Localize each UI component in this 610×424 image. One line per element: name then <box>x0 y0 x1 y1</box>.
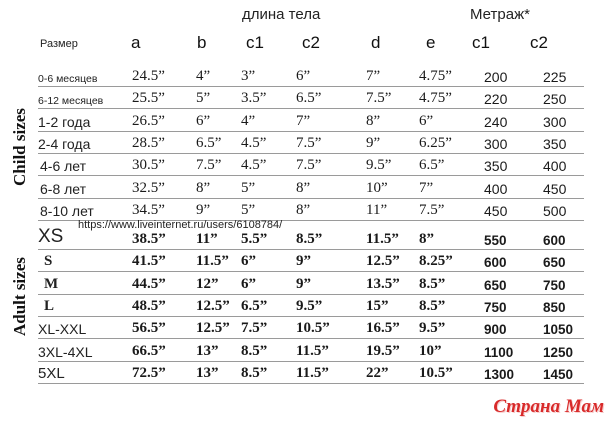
size-label: 5XL <box>38 364 65 382</box>
table-row <box>38 294 584 317</box>
cell-a: 24.5” <box>132 68 165 84</box>
cell-c2: 7.5” <box>296 157 322 174</box>
cell-e: 9.5” <box>419 320 446 337</box>
size-label: 1-2 года <box>38 113 91 130</box>
cell-m1: 1100 <box>484 344 514 360</box>
col-metrazh-c1-header: c1 <box>472 33 490 52</box>
cell-d: 10” <box>366 179 388 196</box>
size-label: 6-8 лет <box>40 180 87 197</box>
cell-m1: 240 <box>484 113 508 130</box>
col-e-header: e <box>426 33 436 52</box>
size-label: XS <box>38 226 64 247</box>
cell-c2: 6.5” <box>296 90 322 107</box>
length-header: длина тела <box>242 6 321 23</box>
cell-e: 6.25” <box>419 134 452 151</box>
cell-a: 32.5” <box>132 179 165 196</box>
cell-a: 28.5” <box>132 134 165 151</box>
cell-c2: 9” <box>296 253 311 270</box>
source-url: https://www.liveinternet.ru/users/6108784/ <box>78 219 283 231</box>
table-row <box>38 361 584 384</box>
cell-a: 38.5” <box>132 231 166 247</box>
table-row <box>38 339 584 362</box>
cell-m2: 450 <box>543 180 567 197</box>
table-row <box>38 64 584 87</box>
cell-m2: 500 <box>543 202 567 219</box>
cell-c1: 7.5” <box>241 320 268 337</box>
cell-m2: 1050 <box>543 322 574 338</box>
size-label: M <box>44 275 59 292</box>
cell-c2: 7” <box>296 112 311 129</box>
col-c2-header: c2 <box>302 33 320 52</box>
cell-c1: 8.5” <box>241 364 268 381</box>
cell-c2: 7.5” <box>296 134 322 151</box>
cell-d: 9” <box>366 134 381 151</box>
cell-a: 56.5” <box>132 320 166 337</box>
cell-b: 7.5” <box>196 157 222 174</box>
size-label: 8-10 лет <box>40 202 94 219</box>
cell-a: 48.5” <box>132 297 166 314</box>
cell-c2: 8.5” <box>296 231 323 247</box>
cell-c1: 4.5” <box>241 134 267 151</box>
size-label: S <box>44 253 53 270</box>
cell-m2: 300 <box>543 113 567 130</box>
cell-d: 19.5” <box>366 342 400 359</box>
cell-m2: 400 <box>543 158 567 175</box>
cell-m2: 1250 <box>543 344 574 360</box>
cell-m1: 350 <box>484 158 508 175</box>
cell-d: 11” <box>366 201 388 218</box>
cell-c2: 6” <box>296 68 311 84</box>
table-row <box>38 198 584 221</box>
cell-m2: 250 <box>543 91 567 108</box>
cell-d: 7” <box>366 68 381 84</box>
cell-e: 7.5” <box>419 201 445 218</box>
col-c1-header: c1 <box>246 33 264 52</box>
cell-a: 26.5” <box>132 112 165 129</box>
size-label: 0-6 месяцев <box>38 73 98 85</box>
cell-m2: 600 <box>543 233 566 248</box>
cell-m2: 225 <box>543 69 567 85</box>
cell-e: 8.5” <box>419 297 446 314</box>
cell-b: 6” <box>196 112 211 129</box>
size-label: L <box>44 297 55 314</box>
cell-c2: 9.5” <box>296 297 323 314</box>
cell-c1: 5” <box>241 179 256 196</box>
cell-m2: 850 <box>543 299 566 315</box>
cell-a: 34.5” <box>132 201 165 218</box>
cell-b: 9” <box>196 201 211 218</box>
cell-a: 41.5” <box>132 253 166 270</box>
cell-c2: 9” <box>296 275 311 292</box>
cell-c1: 6” <box>241 275 256 292</box>
cell-c1: 4.5” <box>241 157 267 174</box>
table-row <box>38 272 584 295</box>
table-row <box>38 176 584 199</box>
cell-c2: 11.5” <box>296 342 329 359</box>
cell-c2: 10.5” <box>296 320 330 337</box>
cell-b: 6.5” <box>196 134 222 151</box>
cell-a: 72.5” <box>132 364 166 381</box>
table-row <box>38 249 584 272</box>
size-label: 3XL-4XL <box>38 343 93 360</box>
col-a-header: a <box>131 33 141 52</box>
cell-m1: 600 <box>484 255 507 271</box>
cell-e: 7” <box>419 179 434 196</box>
cell-b: 11.5” <box>196 253 229 270</box>
cell-m1: 400 <box>484 180 508 197</box>
cell-d: 22” <box>366 364 389 381</box>
cell-m2: 750 <box>543 277 566 293</box>
cell-e: 10.5” <box>419 364 453 381</box>
watermark-logo: Страна Мам <box>493 396 604 417</box>
cell-c1: 6” <box>241 253 256 270</box>
cell-c1: 5” <box>241 201 256 218</box>
cell-a: 66.5” <box>132 342 166 359</box>
table-row <box>38 316 584 339</box>
cell-m2: 1450 <box>543 366 574 382</box>
cell-c1: 6.5” <box>241 297 268 314</box>
cell-m1: 300 <box>484 135 508 152</box>
cell-m1: 900 <box>484 322 507 338</box>
cell-b: 12.5” <box>196 320 230 337</box>
child-sizes-label: Child sizes <box>10 108 29 186</box>
cell-b: 5” <box>196 90 211 107</box>
cell-d: 12.5” <box>366 253 400 270</box>
cell-e: 6” <box>419 112 434 129</box>
cell-d: 7.5” <box>366 90 392 107</box>
col-b-header: b <box>197 33 207 52</box>
cell-c1: 5.5” <box>241 231 268 247</box>
cell-c1: 3” <box>241 68 256 84</box>
cell-d: 9.5” <box>366 157 392 174</box>
cell-e: 8” <box>419 231 434 247</box>
metrazh-header: Метраж* <box>470 6 530 23</box>
cell-e: 4.75” <box>419 90 452 107</box>
cell-b: 12.5” <box>196 297 230 314</box>
cell-a: 30.5” <box>132 157 165 174</box>
cell-c2: 11.5” <box>296 364 329 381</box>
cell-a: 44.5” <box>132 275 166 292</box>
cell-d: 8” <box>366 112 381 129</box>
col-metrazh-c2-header: c2 <box>530 33 548 52</box>
cell-m1: 200 <box>484 69 508 85</box>
cell-b: 12” <box>196 275 219 292</box>
cell-a: 25.5” <box>132 90 165 107</box>
cell-e: 8.25” <box>419 253 453 270</box>
size-label: XL-XXL <box>38 321 87 338</box>
cell-m1: 1300 <box>484 366 515 382</box>
size-column-header: Размер <box>40 38 78 50</box>
cell-d: 11.5” <box>366 231 399 247</box>
cell-c1: 8.5” <box>241 342 268 359</box>
cell-d: 13.5” <box>366 275 400 292</box>
cell-b: 8” <box>196 179 211 196</box>
cell-m1: 650 <box>484 277 507 293</box>
cell-c1: 3.5” <box>241 90 267 107</box>
cell-e: 8.5” <box>419 275 446 292</box>
cell-b: 13” <box>196 364 219 381</box>
cell-d: 15” <box>366 297 389 314</box>
adult-sizes-label: Adult sizes <box>10 257 29 336</box>
cell-m2: 350 <box>543 135 567 152</box>
cell-c2: 8” <box>296 201 311 218</box>
col-d-header: d <box>371 33 381 52</box>
table-row <box>38 86 584 109</box>
size-label: 6-12 месяцев <box>38 95 104 108</box>
cell-m1: 750 <box>484 299 507 315</box>
size-label: 4-6 лет <box>40 158 87 175</box>
cell-e: 4.75” <box>419 68 452 84</box>
size-label: 2-4 года <box>38 135 91 152</box>
cell-m1: 450 <box>484 202 508 219</box>
table-row <box>38 153 584 176</box>
cell-b: 13” <box>196 342 219 359</box>
cell-m1: 220 <box>484 91 508 108</box>
cell-m2: 650 <box>543 255 566 271</box>
cell-b: 4” <box>196 68 211 84</box>
cell-e: 6.5” <box>419 157 445 174</box>
table-row <box>38 109 584 132</box>
cell-b: 11” <box>196 231 218 247</box>
cell-d: 16.5” <box>366 320 400 337</box>
table-row <box>38 131 584 154</box>
cell-c2: 8” <box>296 179 311 196</box>
cell-m1: 550 <box>484 233 507 248</box>
cell-e: 10” <box>419 342 442 359</box>
cell-c1: 4” <box>241 112 256 129</box>
